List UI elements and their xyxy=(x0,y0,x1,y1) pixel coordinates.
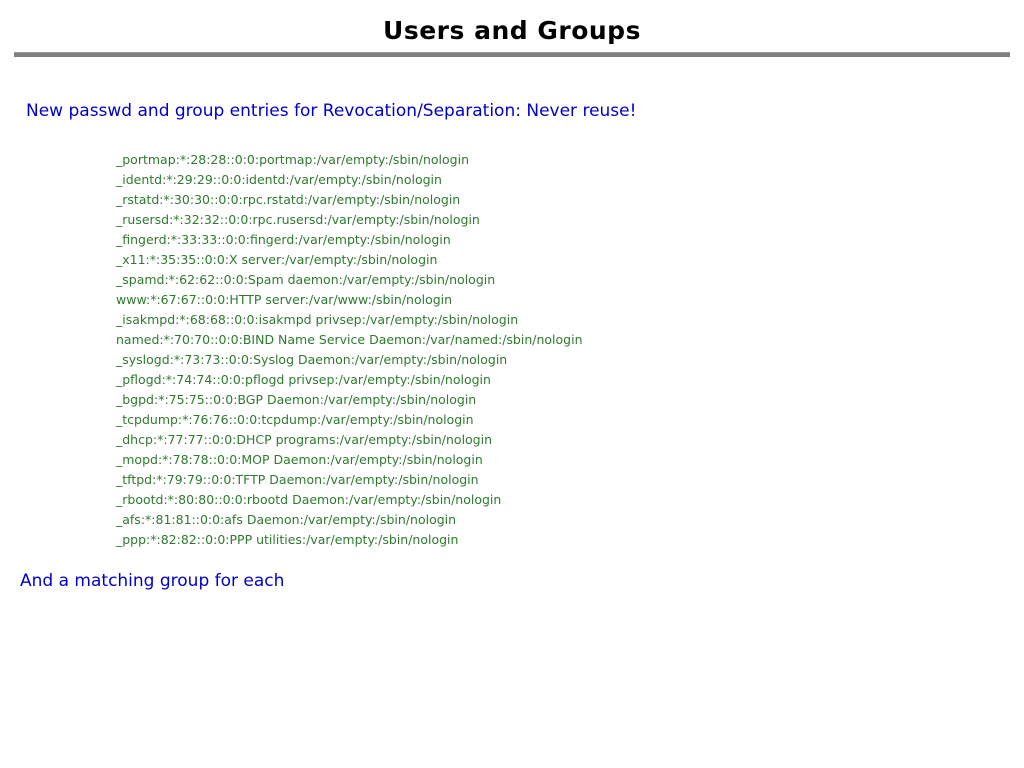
passwd-entry-line: _rusersd:*:32:32::0:0:rpc.rusersd:/var/empty:/sbin/nologin xyxy=(116,212,480,227)
passwd-entry-line: _spamd:*:62:62::0:0:Spam daemon:/var/empty:/sbin/nologin xyxy=(116,272,496,287)
passwd-entry-line: _dhcp:*:77:77::0:0:DHCP programs:/var/empty:/sbin/nologin xyxy=(116,432,493,447)
headline-text: New passwd and group entries for Revocation/Separation: Never reuse! xyxy=(26,101,637,121)
passwd-entry-list xyxy=(116,150,583,550)
page-title: Users and Groups xyxy=(383,16,641,45)
passwd-entry-line: _mopd:*:78:78::0:0:MOP Daemon:/var/empty:/sbin/nologin xyxy=(116,452,483,467)
passwd-entry-line: _isakmpd:*:68:68::0:0:isakmpd privsep:/var/empty:/sbin/nologin xyxy=(116,312,519,327)
passwd-entry-line: _x11:*:35:35::0:0:X server:/var/empty:/sbin/nologin xyxy=(116,252,438,267)
passwd-entry-line: _bgpd:*:75:75::0:0:BGP Daemon:/var/empty:/sbin/nologin xyxy=(116,392,477,407)
passwd-entry-line: _afs:*:81:81::0:0:afs Daemon:/var/empty:/sbin/nologin xyxy=(116,512,457,527)
passwd-entry-line: _syslogd:*:73:73::0:0:Syslog Daemon:/var/empty:/sbin/nologin xyxy=(116,352,508,367)
passwd-entry-line: named:*:70:70::0:0:BIND Name Service Daemon:/var/named:/sbin/nologin xyxy=(116,332,583,347)
passwd-entry-line: _pflogd:*:74:74::0:0:pflogd privsep:/var/empty:/sbin/nologin xyxy=(116,372,491,387)
passwd-entry-line: _portmap:*:28:28::0:0:portmap:/var/empty:/sbin/nologin xyxy=(116,152,470,167)
passwd-entry-line: www:*:67:67::0:0:HTTP server:/var/www:/sbin/nologin xyxy=(116,292,453,307)
passwd-entry-line: _identd:*:29:29::0:0:identd:/var/empty:/sbin/nologin xyxy=(116,172,442,187)
passwd-entry-line: _tftpd:*:79:79::0:0:TFTP Daemon:/var/empty:/sbin/nologin xyxy=(116,472,479,487)
passwd-entry-line: _ppp:*:82:82::0:0:PPP utilities:/var/empty:/sbin/nologin xyxy=(116,532,459,547)
passwd-entry-line: _rbootd:*:80:80::0:0:rbootd Daemon:/var/empty:/sbin/nologin xyxy=(116,492,502,507)
passwd-entry-line: _tcpdump:*:76:76::0:0:tcpdump:/var/empty:/sbin/nologin xyxy=(116,412,474,427)
title-divider xyxy=(14,52,1010,57)
footline-text: And a matching group for each xyxy=(20,571,285,591)
passwd-entry-line: _rstatd:*:30:30::0:0:rpc.rstatd:/var/empty:/sbin/nologin xyxy=(116,192,461,207)
passwd-entry-line: _fingerd:*:33:33::0:0:fingerd:/var/empty:/sbin/nologin xyxy=(116,232,451,247)
